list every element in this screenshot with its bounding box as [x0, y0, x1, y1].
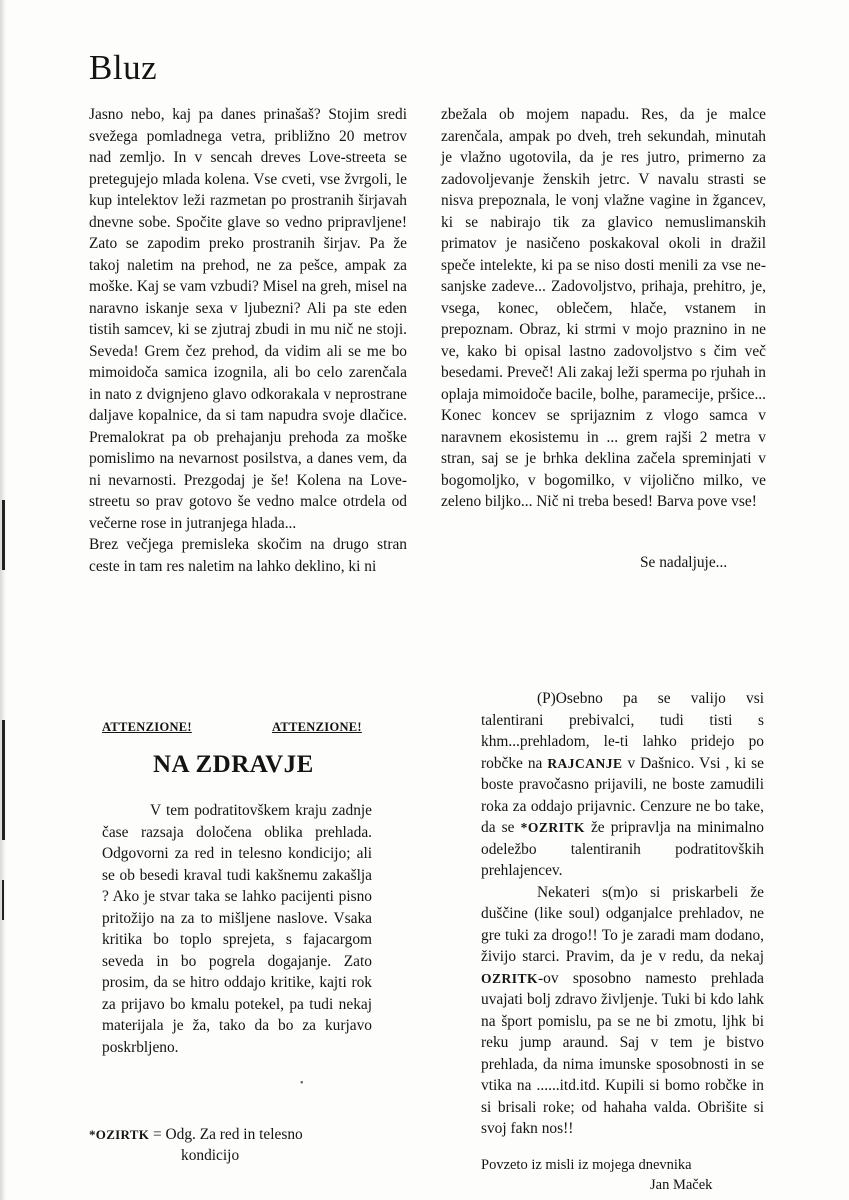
- osebno-text: že pripravlja na minimalno odeležbo talentiranih podratitovških prehlajencev.: [481, 819, 764, 879]
- osebno-text: Nekateri s(m)o si priskarbeli že duščine (like soul) odganjalce prehladov, ne gre tuki za drogo!! To je zaradi mam dodano, živijo starci. Pravim, da je v redu, da nekaj: [481, 883, 764, 965]
- scan-speck: •: [300, 1078, 304, 1089]
- osebno-column: [481, 688, 764, 1140]
- osebno-text: -ov sposobno namesto prehlada uvajati bolj zdravo življenje. Tuki bi kdo lahk na šport pomislu, pa se ne bi zmotu, ljhk bi reku jump araund. Saj v tem je bistvo prehlada, da nima imunske sposobnosti in se vtika na ......itd.itd. Kupili si bomo robčke in si brisali roke; od hahaha valda. Obrišite si svoj fakn nos!!: [481, 969, 764, 1137]
- osebno-paragraph: [481, 688, 764, 882]
- scan-edge-shadow: [0, 0, 6, 1200]
- bluz-paragraph: Brez večjega premisleka skočim na drugo stran ceste in tam res naletim na lahko deklino, ki ni: [89, 536, 407, 575]
- author-name: Jan Maček: [650, 1177, 713, 1193]
- na-zdravje-body: [102, 800, 372, 1058]
- rajcanje-name: RAJCANJE: [547, 755, 623, 771]
- osebno-paragraph: [481, 882, 764, 1140]
- footnote-definition: = Odg. Za red in telesno: [149, 1126, 303, 1143]
- scan-margin-mark: [2, 500, 5, 570]
- bluz-title: Bluz: [89, 48, 158, 87]
- na-zdravje-paragraph: V tem podratitovškem kraju zadnje čase razsaja določena oblika prehlada. Odgovorni za red in telesno kondicijo; ali se ob besedi kraval tudi kakšnemu zakašlja ? Ako je stvar taka se lahko pacijenti pisno pritožijo na za to mišljene naslove. Vsaka kritika bo toplo sprejeta, s fajacargom seveda in bo pogrela dogajanje. Zato prosim, da se hitro oddajo kritike, kajti rok za prijavo bo kmalu potekel, pa tudi nekaj materijala je ža, tako da bo za kurjavo poskrbljeno.: [102, 802, 372, 1056]
- bluz-left-column: [89, 104, 407, 577]
- attention-label: ATTENZIONE!: [272, 720, 362, 734]
- footnote-definition-cont: kondicijo: [181, 1147, 240, 1164]
- ozirtk-name: OZRITK: [481, 970, 539, 986]
- osebno-text: (P)Osebno pa se valijo vsi talentirani prebivalci, tudi tisti s khm...prehladom, le-ti lahko pridejo po robčke na: [481, 690, 764, 772]
- scan-margin-mark: [2, 880, 4, 920]
- na-zdravje-title: NA ZDRAVJE: [153, 751, 314, 778]
- continued-note: Se nadaljuje...: [640, 554, 728, 571]
- bluz-right-column: [441, 104, 766, 513]
- attention-label: ATTENZIONE!: [102, 720, 192, 734]
- bluz-paragraph: Jasno nebo, kaj pa danes prinašaš? Stojim sredi svežega pomladnega vetra, približno 20 metrov nad zemljo. In v sencah dreves Love-streeta se pretegujejo mlada kolena. Vse cveti, vse žvrgoli, le kup intelektov leži razmetan po prostranih širjavah dnevne sobe. Spočite glave so vedno pripravljene! Zato se zapodim preko prostranih širjav. Pa že takoj naletim na prehod, ne za pešce, ampak za moške. Kaj se vam vzbudi? Misel na greh, misel na naravno iskanje sexa v ljubezni? Ali pa ste eden tistih samcev, ki se zjutraj zbudi in mu nič ne stoji. Seveda! Grem čez prehod, da vidim ali se me bo mimoidoča samica izognila, ali bo celo zarenčala in nato z dvignjeno glavo odkorakala v neprostrane daljave kopalnice, da si tam napudra svoje dlačice. Premalokrat pa ob prehajanju prehoda za moške pomislimo na nevarnost posilstva, a danes vem, da ni nevarnosti. Prezgodaj je še! Kolena na Love-streetu so prav gotovo še vedno malce otrdela od večerne rose in jutranjega hlada...: [89, 106, 407, 532]
- source-note: Povzeto iz misli iz mojega dnevnika: [481, 1157, 692, 1173]
- osebno-text: v Dašnico. Vsi , ki se boste pravočasno prijavili, ne boste zamudili roka za oddajo prijavnic. Cenzure ne bo take, da se: [481, 754, 764, 836]
- footnote: [89, 1124, 379, 1166]
- footnote-term: *OZIRTK: [89, 1127, 150, 1142]
- scan-margin-mark: [2, 720, 5, 840]
- ozirtk-name: *OZRITK: [520, 820, 585, 835]
- bluz-paragraph: zbežala ob mojem napadu. Res, da je malce zarenčala, ampak po dveh, treh sekundah, minutah je vlažno ugotovila, da je res jutro, primerno za zadovoljevanje ženskih jetrc. V navalu strasti se nisva prepoznala, le vonj vlažne vagine in žgancev, ki se nabirajo tik za glavico nemuslimanskih primatov je nasičeno poskakoval okoli in dražil speče intelekte, ki pa se niso dosti menili za vse ne-sanjske zadeve... Zadovoljstvo, prihaja, prehitro, je, vsega, konec, oblečem, hlače, vstanem in prepoznam. Obraz, ki strmi v mojo praznino in ne ve, kako bi opisal lastno zadovoljstvo s čim več besedami. Preveč! Ali zakaj leži sperma po rjuhah in oplaja mimoidoče bacile, bolhe, paramecije, pršice... Konec koncev se sprijaznim z vlogo samca v naravnem ekosistemu in ... grem rajši 2 metra v stran, saj se je brhka deklina začela spreminjati v bogomoljko, v bogomilko, v vijolično milko, ve zeleno biljko... Nič ni treba besed! Barva pove vse!: [441, 106, 766, 510]
